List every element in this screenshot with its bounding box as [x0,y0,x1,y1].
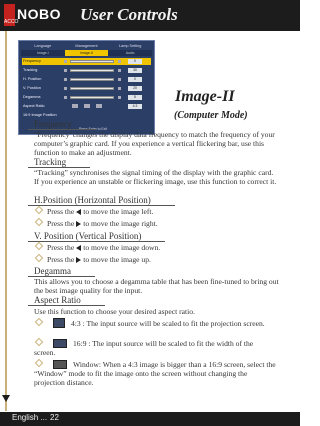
diamond-icon [35,318,43,326]
body-degamma: This allows you to choose a degamma table that has been fine-tuned to bring out the best image quality for the input. [34,277,279,296]
header-bar [0,0,300,31]
osd-tabs [21,43,152,50]
diamond-icon [35,338,43,346]
diamond-icon [35,359,43,367]
aspect-option-169: 16:9 : The input source will be scaled to fit the width of the screen. [34,339,254,358]
osd-row-hposition: H. Position 0 [22,76,151,83]
heading-degamma: Degamma [28,266,95,276]
osd-row-frequency: Frequency 0 [22,58,151,65]
brand-sub: ACCO [4,19,19,25]
osd-row-vposition: V. Position 20 [22,85,151,92]
osd-subtabs [21,50,152,56]
heading-frequency: Frequency [28,119,96,129]
osd-row-tracking: Tracking 30 [22,67,151,74]
down-arrow-icon [2,395,10,402]
osd-row-degamma: Degamma 5 [22,94,151,101]
aspect-option-window: Window: When a 4:3 image is bigger than a 16:9 screen, select the “Window” mode to fit the image onto the screen without changing the projection distance. [34,360,276,388]
heading-tracking: Tracking [28,157,90,167]
section-subtitle: (Computer Mode) [174,110,248,121]
osd-tab-language: Language [34,44,52,48]
diamond-icon [35,218,43,226]
hpos-left-item: Press the to move the image left. [34,207,284,216]
left-arrow-icon [76,209,81,215]
heading-hposition: H.Position (Horizontal Position) [28,195,175,205]
osd-footer: Press Enter to Exit [79,127,108,131]
hpos-right-item: Press the to move the image right. [34,219,284,228]
body-tracking: “Tracking” synchronises the signal timing of the display with the graphic card. If you experience an unstable or flickering image, use this function to correct it. [34,168,277,187]
heading-aspect: Aspect Ratio [28,295,105,305]
footer-language: English ... [12,413,48,422]
heading-vposition: V. Position (Vertical Position) [28,231,165,241]
osd-subtab-audio: Audio [125,51,135,55]
right-arrow-icon [76,221,81,227]
osd-subtab-image1: Image-I [37,51,49,55]
page-number: 22 [50,413,59,422]
right-arrow-icon [76,257,81,263]
osd-row-169-position: 16:9 Image Position [23,113,57,117]
diamond-icon [35,206,43,214]
osd-tab-lamp: Lamp Setting [118,44,142,48]
vpos-down-item: Press the to move the image down. [34,243,284,252]
body-aspect-intro: Use this function to choose your desired aspect ratio. [34,307,195,316]
left-arrow-icon [76,245,81,251]
aspect-43-icon [53,318,65,328]
page-title: User Controls [80,5,178,24]
section-title: Image-II [175,88,235,105]
diamond-icon [35,254,43,262]
osd-row-aspect: Aspect Ratio 4:3 [22,103,151,110]
osd-subtab-image2: Image-II [65,50,109,56]
brand-name: NOBO [17,6,61,22]
aspect-169-icon [53,339,67,348]
vpos-up-item: Press the to move the image up. [34,255,284,264]
aspect-window-icon [53,360,67,369]
aspect-option-43: 4:3 : The input source will be scaled to fit the projection screen. [34,318,276,328]
diamond-icon [35,242,43,250]
side-rule [5,31,7,411]
osd-tab-management: Management [75,44,98,48]
body-frequency: “Frequency”changes the display data frequency to match the frequency of your computer’s graphic card. If you experience a vertical flickering bar, use this function to make an adjustment. [34,130,275,158]
brand-logo [4,4,61,26]
